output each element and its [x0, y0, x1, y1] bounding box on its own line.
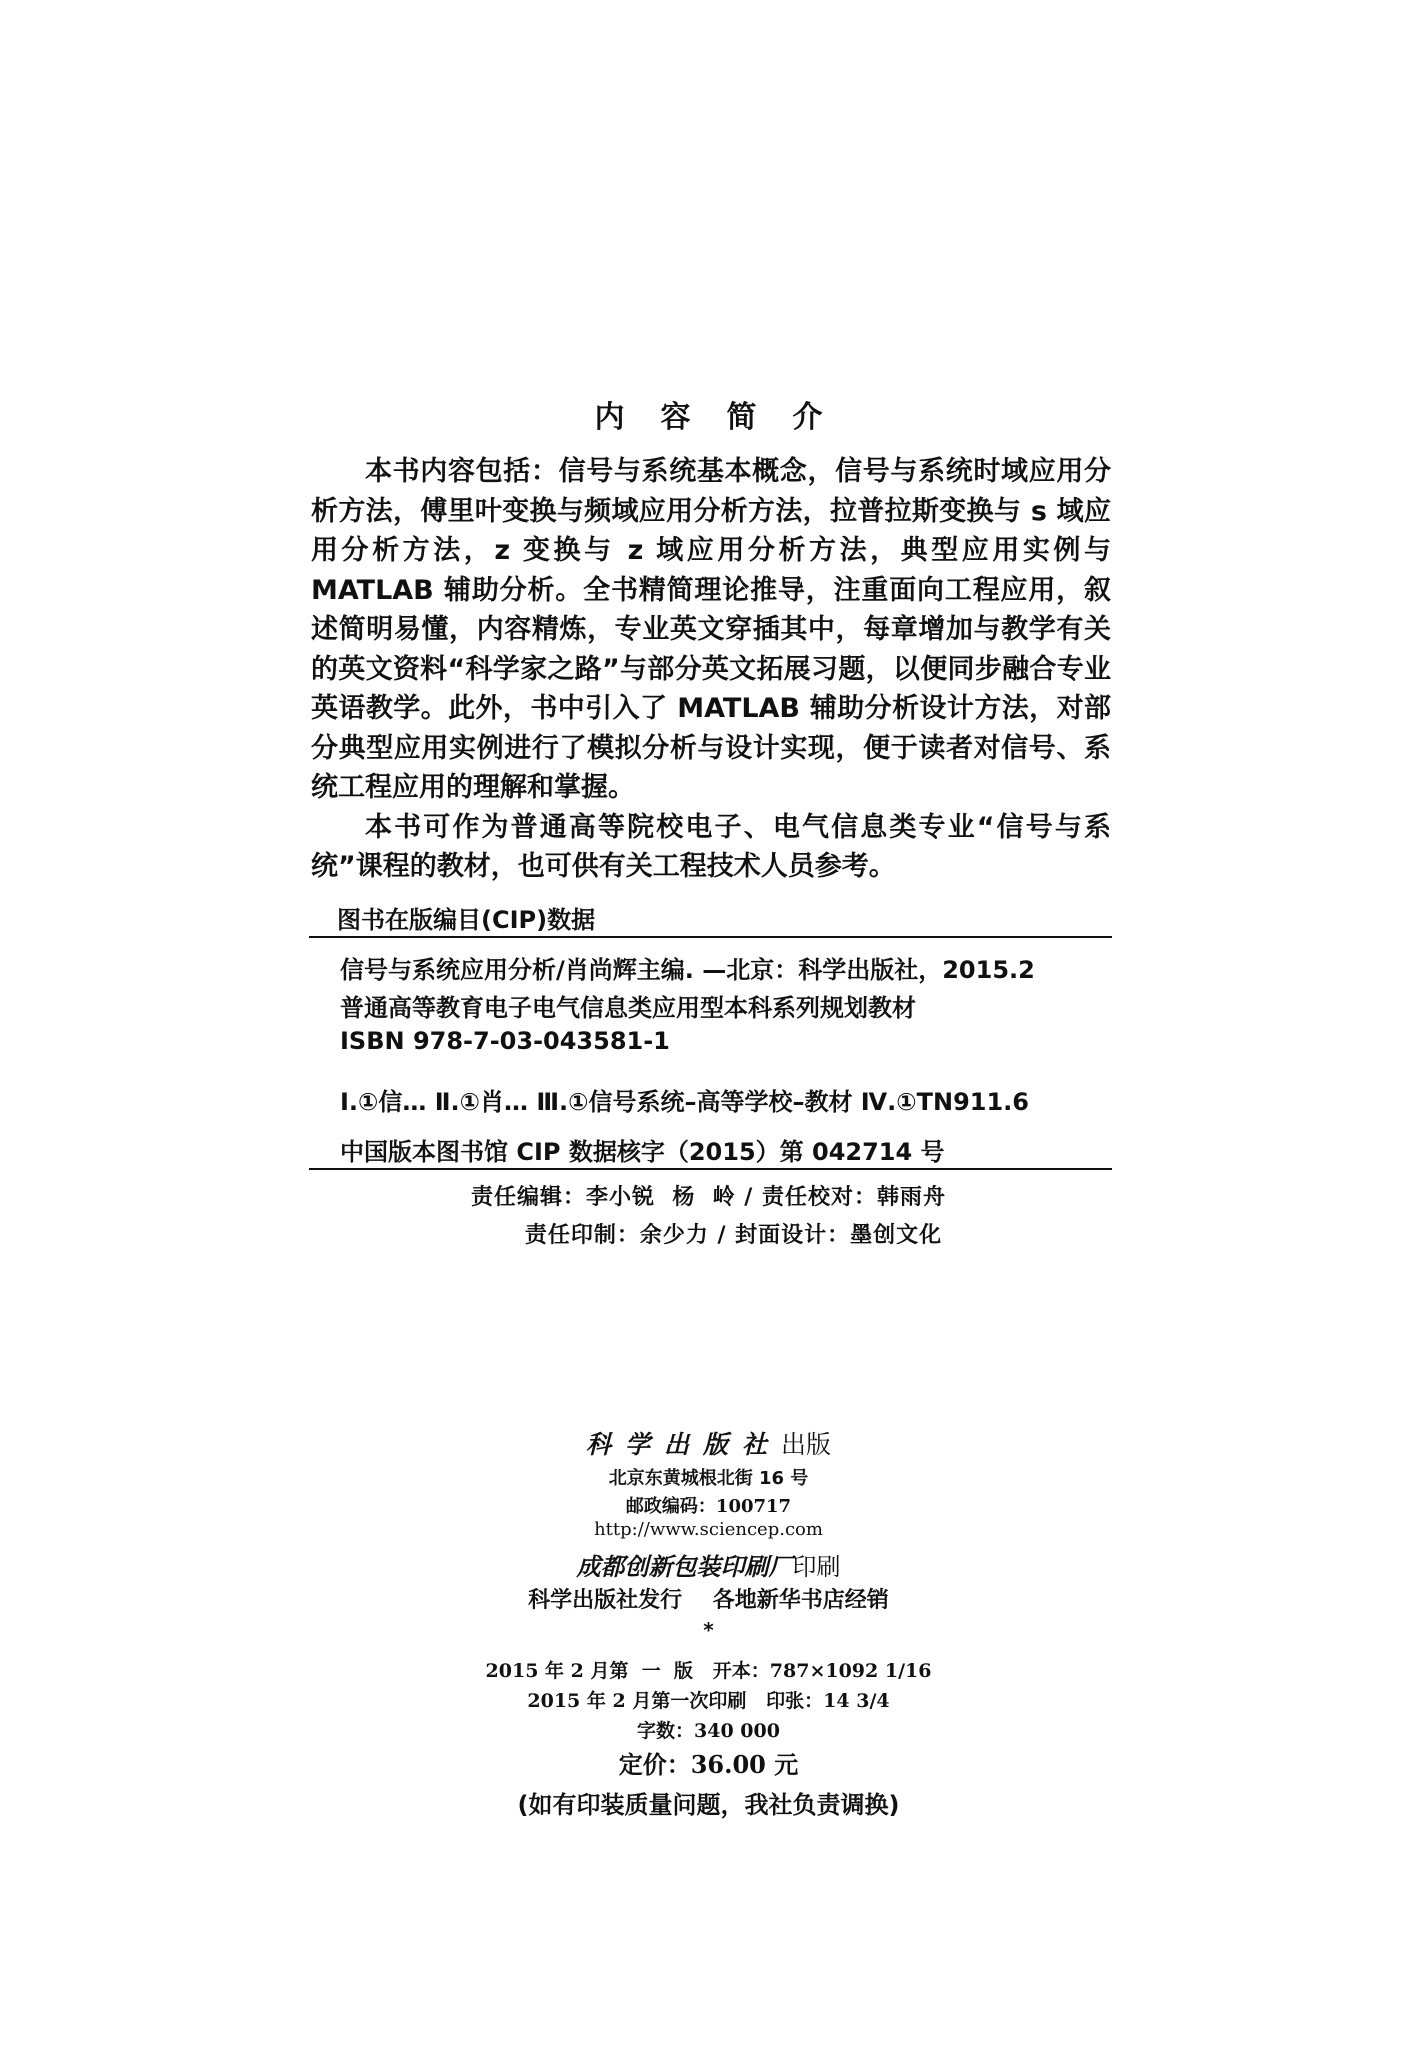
printing-line: 2015 年 2 月第一次印刷 印张：14 3/4 — [527, 1690, 890, 1712]
cip-title-line: 信号与系统应用分析/肖尚辉主编. —北京：科学出版社，2015.2 — [340, 956, 1035, 984]
price-line: 定价：36.00 元 — [618, 1750, 799, 1779]
cip-record-line: 中国版本图书馆 CIP 数据核字（2015）第 042714 号 — [340, 1138, 945, 1166]
word-count-line: 字数：340 000 — [637, 1720, 780, 1742]
intro-paragraph: 本书内容包括：信号与系统基本概念，信号与系统时域应用分析方法，傅里叶变换与频域应用分析方法，拉普拉斯变换与 s 域应用分析方法，z 变换与 z 域应用分析方法，典型应用实例与 MATLAB 辅助分析。全书精简理论推导，注重面向工程应用，叙述简明易懂，内容精炼，专业英文穿插其中，每章增加与教学有关的英文资料“科学家之路”与部分英文拓展习题，以便同步融合专业英语教学。此外，书中引入了 MATLAB 辅助分析设计方法，对部分典型应用实例进行了模拟分析与设计实现，便于读者对信号、系统工程应用的理解和掌握。 — [311, 456, 1111, 803]
intro-paragraph: 本书可作为普通高等院校电子、电气信息类专业“信号与系统”课程的教材，也可供有关工程技术人员参考。 — [311, 811, 1111, 882]
printer-suffix: 印刷 — [792, 1553, 841, 1581]
cip-bottom-rule — [309, 1168, 1112, 1170]
publisher-postcode: 邮政编码：100717 — [625, 1496, 792, 1517]
cip-isbn-line: ISBN 978-7-03-043581-1 — [340, 1027, 670, 1055]
publisher-name: 科学出版社 — [585, 1430, 781, 1459]
cip-heading: 图书在版编目(CIP)数据 — [337, 906, 596, 934]
intro-title: 内容简介 — [594, 400, 859, 435]
cip-series-line: 普通高等教育电子电气信息类应用型本科系列规划教材 — [340, 994, 916, 1022]
printer-name: 成都创新包装印刷厂 — [576, 1552, 793, 1581]
publisher-address: 北京东黄城根北街 16 号 — [608, 1468, 809, 1489]
quality-note: (如有印装质量问题，我社负责调换) — [517, 1791, 900, 1819]
editor-credits: 责任编辑：李小锐 杨 岭 / 责任校对：韩雨舟 — [471, 1185, 946, 1210]
publisher-suffix: 出版 — [781, 1430, 832, 1459]
printer-line — [0, 1547, 1417, 1582]
cip-top-rule — [309, 936, 1112, 938]
edition-line: 2015 年 2 月第 一 版 开本：787×1092 1/16 — [485, 1660, 932, 1682]
publisher-website: http://www.sciencep.com — [594, 1519, 823, 1540]
cip-classification-line: Ⅰ.①信… Ⅱ.①肖… Ⅲ.①信号系统–高等学校–教材 Ⅳ.①TN911.6 — [340, 1088, 1029, 1116]
intro-body — [311, 452, 1111, 887]
distribution-line: 科学出版社发行 各地新华书店经销 — [528, 1588, 889, 1613]
publisher-line — [0, 1425, 1417, 1461]
production-credits: 责任印制：余少力 / 封面设计：墨创文化 — [524, 1223, 943, 1248]
separator-star: * — [703, 1618, 714, 1642]
